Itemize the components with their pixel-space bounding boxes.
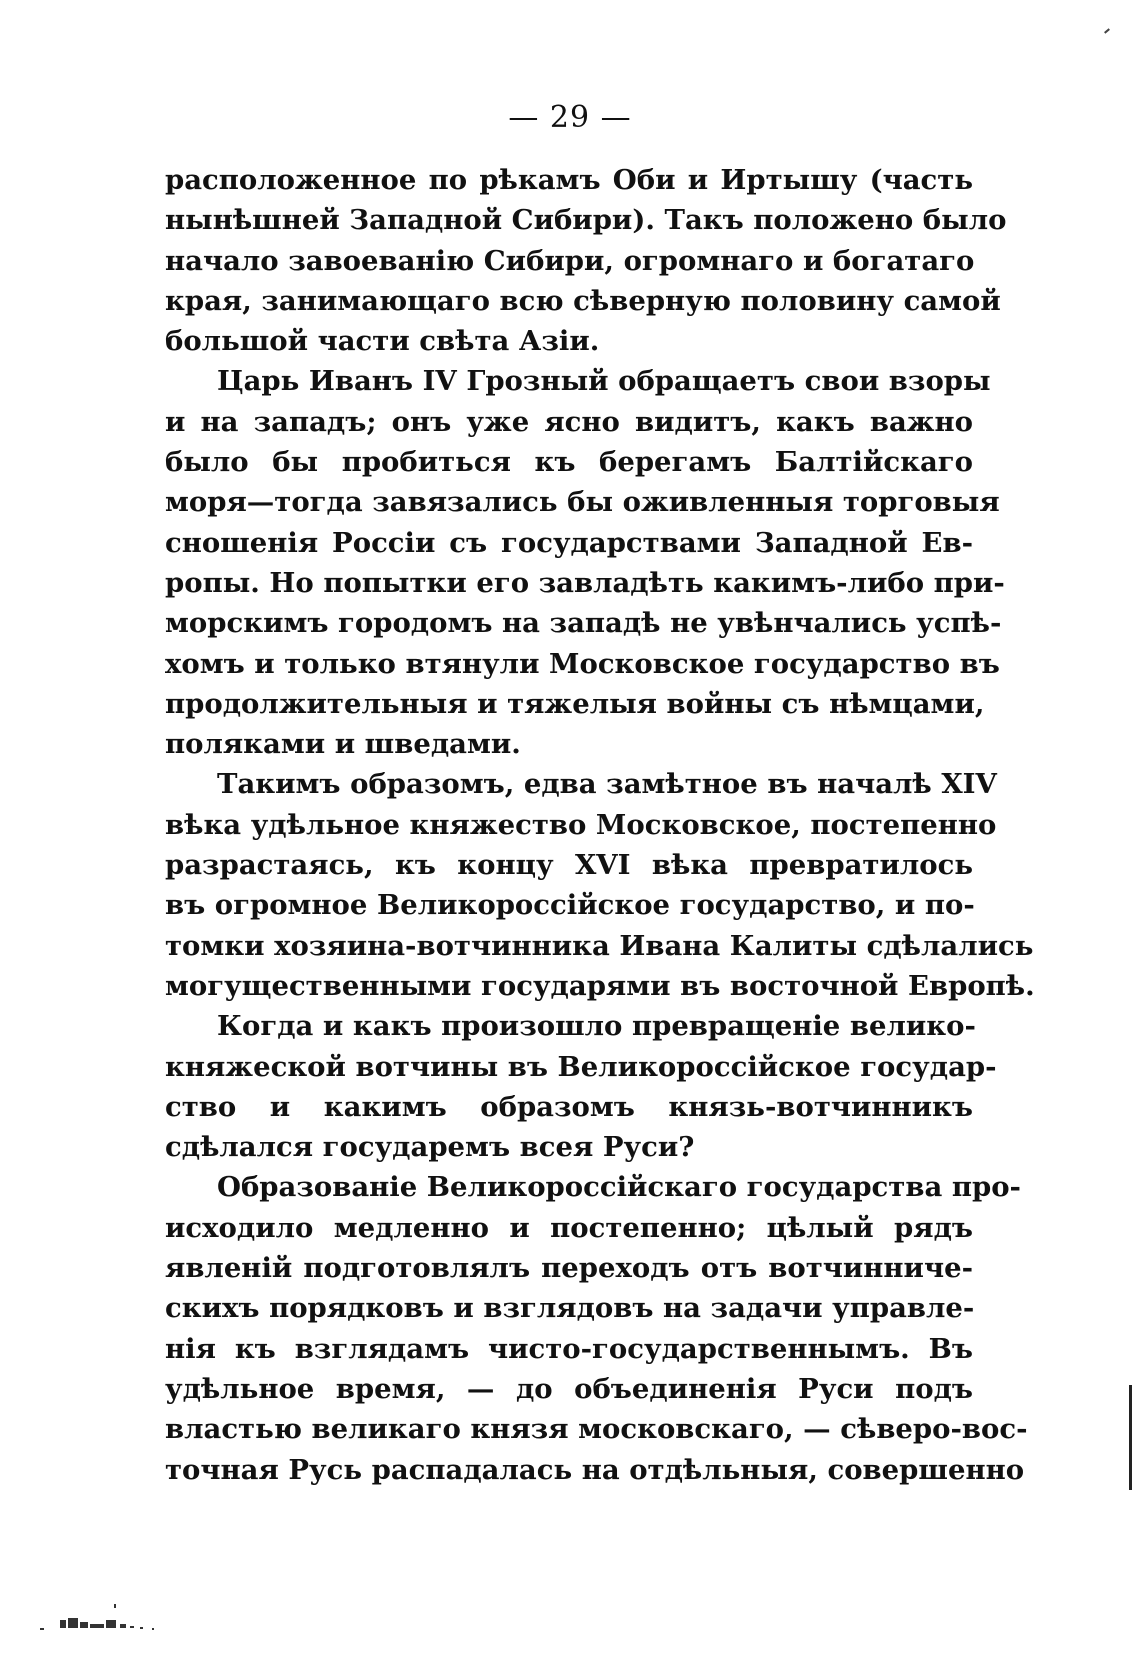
text-line: моря—тогда завязались бы оживленныя торговыя bbox=[165, 486, 1000, 519]
text-line: большой части свѣта Азіи. bbox=[165, 325, 600, 358]
text-line: хомъ и только втянули Московское государство въ bbox=[165, 647, 1000, 680]
text-line: властью великаго князя московскаго, — сѣверо-вос- bbox=[165, 1413, 1028, 1446]
paragraph-start-line: Такимъ образомъ, едва замѣтное въ началѣ XIV bbox=[217, 768, 997, 801]
scan-specks bbox=[40, 1600, 200, 1640]
scan-mark bbox=[1104, 28, 1110, 33]
text-line: томки хозяина-вотчинника Ивана Калиты сдѣлались bbox=[165, 929, 1034, 962]
text-line: нынѣшней Западной Сибири). Такъ положено было bbox=[165, 204, 1007, 237]
text-line: продолжительныя и тяжелыя войны съ нѣмцами, bbox=[165, 687, 985, 720]
text-line: поляками и шведами. bbox=[165, 728, 521, 761]
text-line: въ огромное Великороссійское государство, и по- bbox=[165, 889, 975, 922]
text-line: точная Русь распадалась на отдѣльныя, совершенно bbox=[165, 1453, 1025, 1486]
paragraph-start-line: Царь Иванъ IV Грозный обращаетъ свои взоры bbox=[217, 365, 991, 398]
text-line: явленій подготовлялъ переходъ отъ вотчинниче- bbox=[165, 1252, 973, 1285]
text-line: разрастаясь, къ концу XVI вѣка превратилось bbox=[165, 849, 973, 882]
body-text bbox=[165, 160, 1035, 1490]
text-line: сношенія Россіи съ государствами Западной Ев- bbox=[165, 526, 973, 559]
text-line: княжеской вотчины въ Великороссійское государ- bbox=[165, 1050, 997, 1083]
text-line: исходило медленно и постепенно; цѣлый рядъ bbox=[165, 1211, 973, 1244]
text-line: морскимъ городомъ на западѣ не увѣнчались успѣ- bbox=[165, 607, 1002, 640]
text-line: ропы. Но попытки его завладѣть какимъ-либо при- bbox=[165, 566, 1005, 599]
text-line: и на западъ; онъ уже ясно видитъ, какъ важно bbox=[165, 405, 973, 438]
text-line: вѣка удѣльное княжество Московское, постепенно bbox=[165, 808, 997, 841]
text-line: расположенное по рѣкамъ Оби и Иртышу (часть bbox=[165, 164, 973, 196]
page-number: — 29 — bbox=[508, 100, 632, 135]
text-line: удѣльное время, — до объединенія Руси подъ bbox=[165, 1372, 973, 1405]
paragraph-start-line: Когда и какъ произошло превращеніе велико- bbox=[217, 1010, 976, 1043]
text-line: начало завоеванію Сибири, огромнаго и богатаго bbox=[165, 244, 975, 277]
paragraph-start-line: Образованіе Великороссійскаго государства про- bbox=[217, 1171, 1021, 1204]
text-line: нія къ взглядамъ чисто-государственнымъ. Въ bbox=[165, 1332, 973, 1365]
text-line: края, занимающаго всю сѣверную половину самой bbox=[165, 284, 1001, 317]
text-line: скихъ порядковъ и взглядовъ на задачи управле- bbox=[165, 1292, 975, 1325]
margin-rule bbox=[1129, 1385, 1132, 1490]
text-line: могущественными государями въ восточной Европѣ. bbox=[165, 969, 1035, 1002]
text-line: было бы пробиться къ берегамъ Балтійскаго bbox=[165, 446, 973, 479]
text-line: ство и какимъ образомъ князь-вотчинникъ bbox=[165, 1090, 973, 1123]
text-line: сдѣлался государемъ всея Руси? bbox=[165, 1131, 695, 1164]
